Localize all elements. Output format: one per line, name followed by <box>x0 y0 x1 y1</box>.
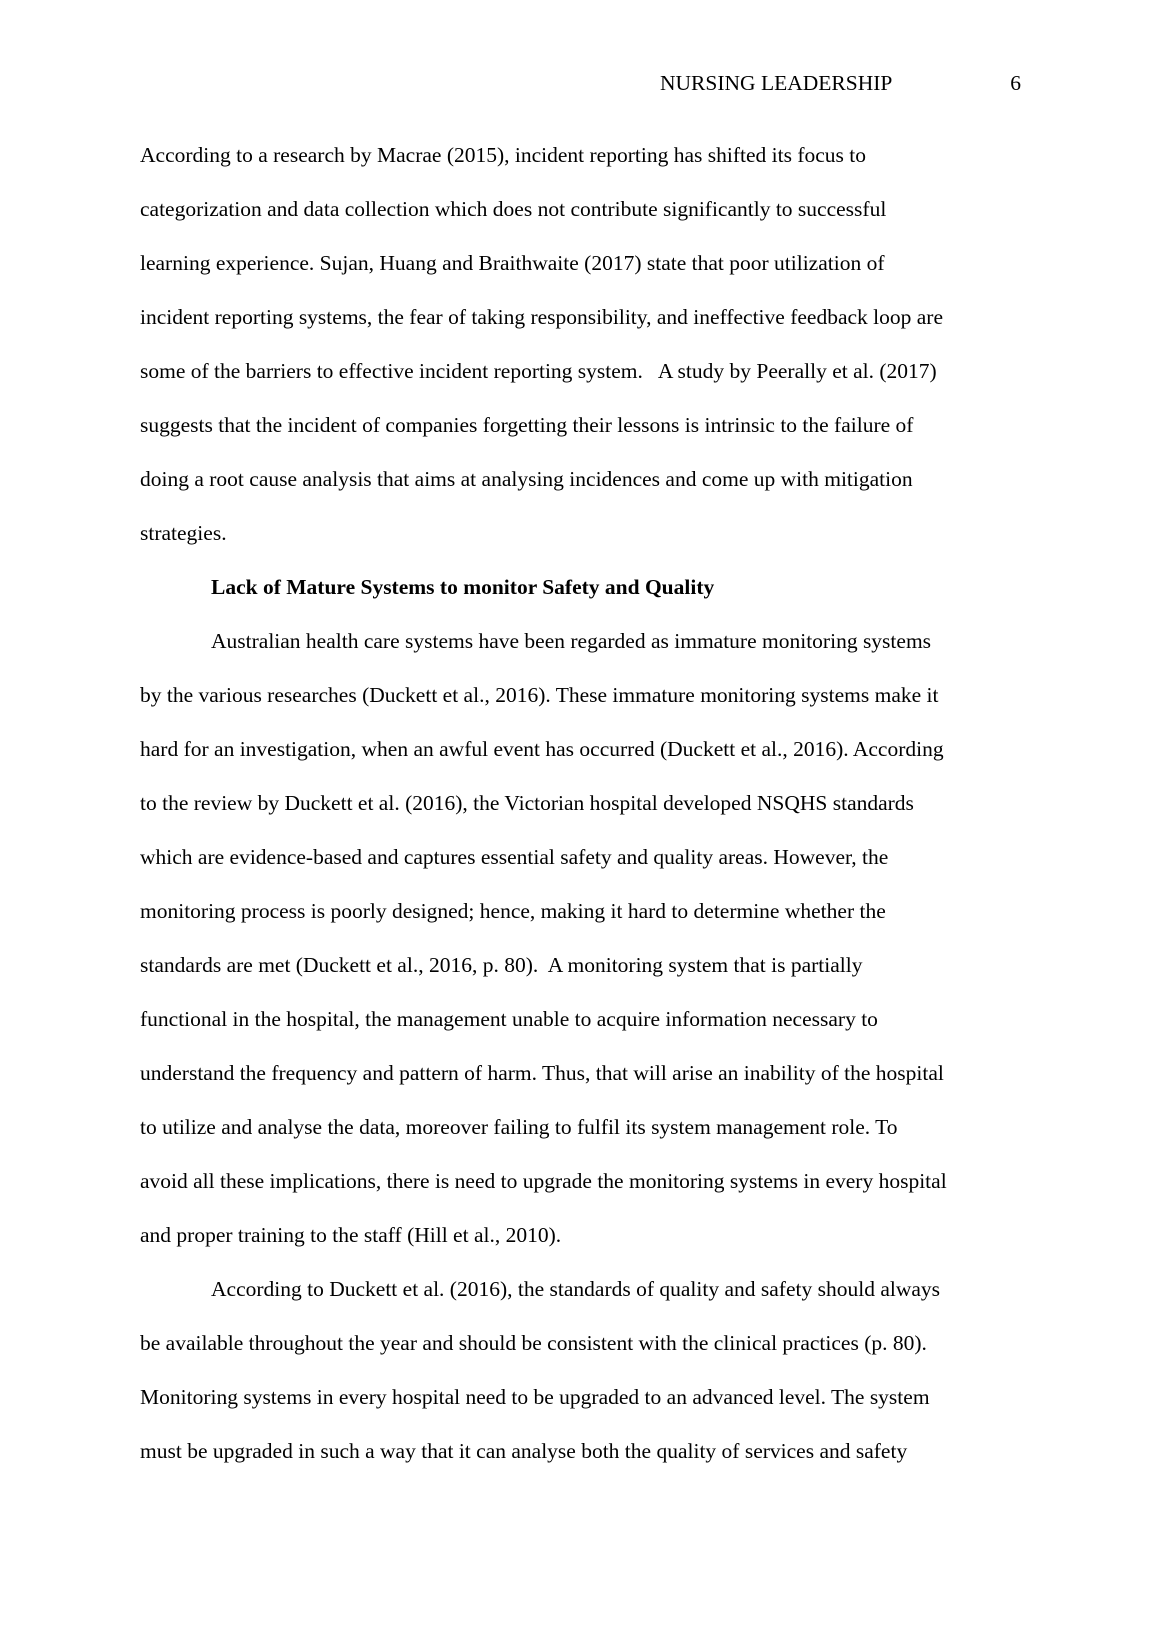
paragraph-line: must be upgraded in such a way that it can analyse both the quality of services and safety <box>140 1439 908 1463</box>
paragraph-line: and proper training to the staff (Hill et al., 2010). <box>140 1223 562 1247</box>
paragraph-line: by the various researches (Duckett et al., 2016). These immature monitoring systems make it <box>140 683 939 707</box>
paragraph-line: Monitoring systems in every hospital need to be upgraded to an advanced level. The system <box>140 1385 930 1409</box>
paragraph-line: which are evidence-based and captures essential safety and quality areas. However, the <box>140 845 889 869</box>
paragraph-line: doing a root cause analysis that aims at analysing incidences and come up with mitigation <box>140 467 913 491</box>
body-text <box>140 128 1021 1478</box>
paragraph-line: to utilize and analyse the data, moreover failing to fulfil its system management role. To <box>140 1115 898 1139</box>
page-number: 6 <box>1010 71 1021 95</box>
paragraph-line: incident reporting systems, the fear of taking responsibility, and ineffective feedback loop are <box>140 305 943 329</box>
paragraph-standards <box>140 1262 1021 1478</box>
paragraph-line: standards are met (Duckett et al., 2016, p. 80). A monitoring system that is partially <box>140 953 863 977</box>
paragraph-incident-reporting <box>140 128 1021 560</box>
paragraph-line: to the review by Duckett et al. (2016), the Victorian hospital developed NSQHS standards <box>140 791 914 815</box>
running-head-title: NURSING LEADERSHIP <box>660 71 893 95</box>
section-heading: Lack of Mature Systems to monitor Safety and Quality <box>211 575 715 599</box>
paragraph-line: learning experience. Sujan, Huang and Braithwaite (2017) state that poor utilization of <box>140 251 885 275</box>
paragraph-line: be available throughout the year and should be consistent with the clinical practices (p. 80). <box>140 1331 927 1355</box>
paragraph-immature-monitoring <box>140 614 1021 1262</box>
paragraph-line: hard for an investigation, when an awful event has occurred (Duckett et al., 2016). According <box>140 737 944 761</box>
paragraph-line: categorization and data collection which does not contribute significantly to successful <box>140 197 887 221</box>
paragraph-line: strategies. <box>140 521 227 545</box>
running-head <box>140 68 1021 98</box>
paragraph-line: According to Duckett et al. (2016), the standards of quality and safety should always <box>211 1277 941 1301</box>
paragraph-line: avoid all these implications, there is need to upgrade the monitoring systems in every hospital <box>140 1169 947 1193</box>
paragraph-line: According to a research by Macrae (2015), incident reporting has shifted its focus to <box>140 143 866 167</box>
paragraph-line: suggests that the incident of companies forgetting their lessons is intrinsic to the failure of <box>140 413 914 437</box>
paragraph-line: functional in the hospital, the management unable to acquire information necessary to <box>140 1007 878 1031</box>
paragraph-line: Australian health care systems have been regarded as immature monitoring systems <box>211 629 932 653</box>
paragraph-line: monitoring process is poorly designed; hence, making it hard to determine whether the <box>140 899 886 923</box>
paragraph-line: understand the frequency and pattern of harm. Thus, that will arise an inability of the hospital <box>140 1061 944 1085</box>
paragraph-line: some of the barriers to effective incident reporting system. A study by Peerally et al. (2017) <box>140 359 937 383</box>
